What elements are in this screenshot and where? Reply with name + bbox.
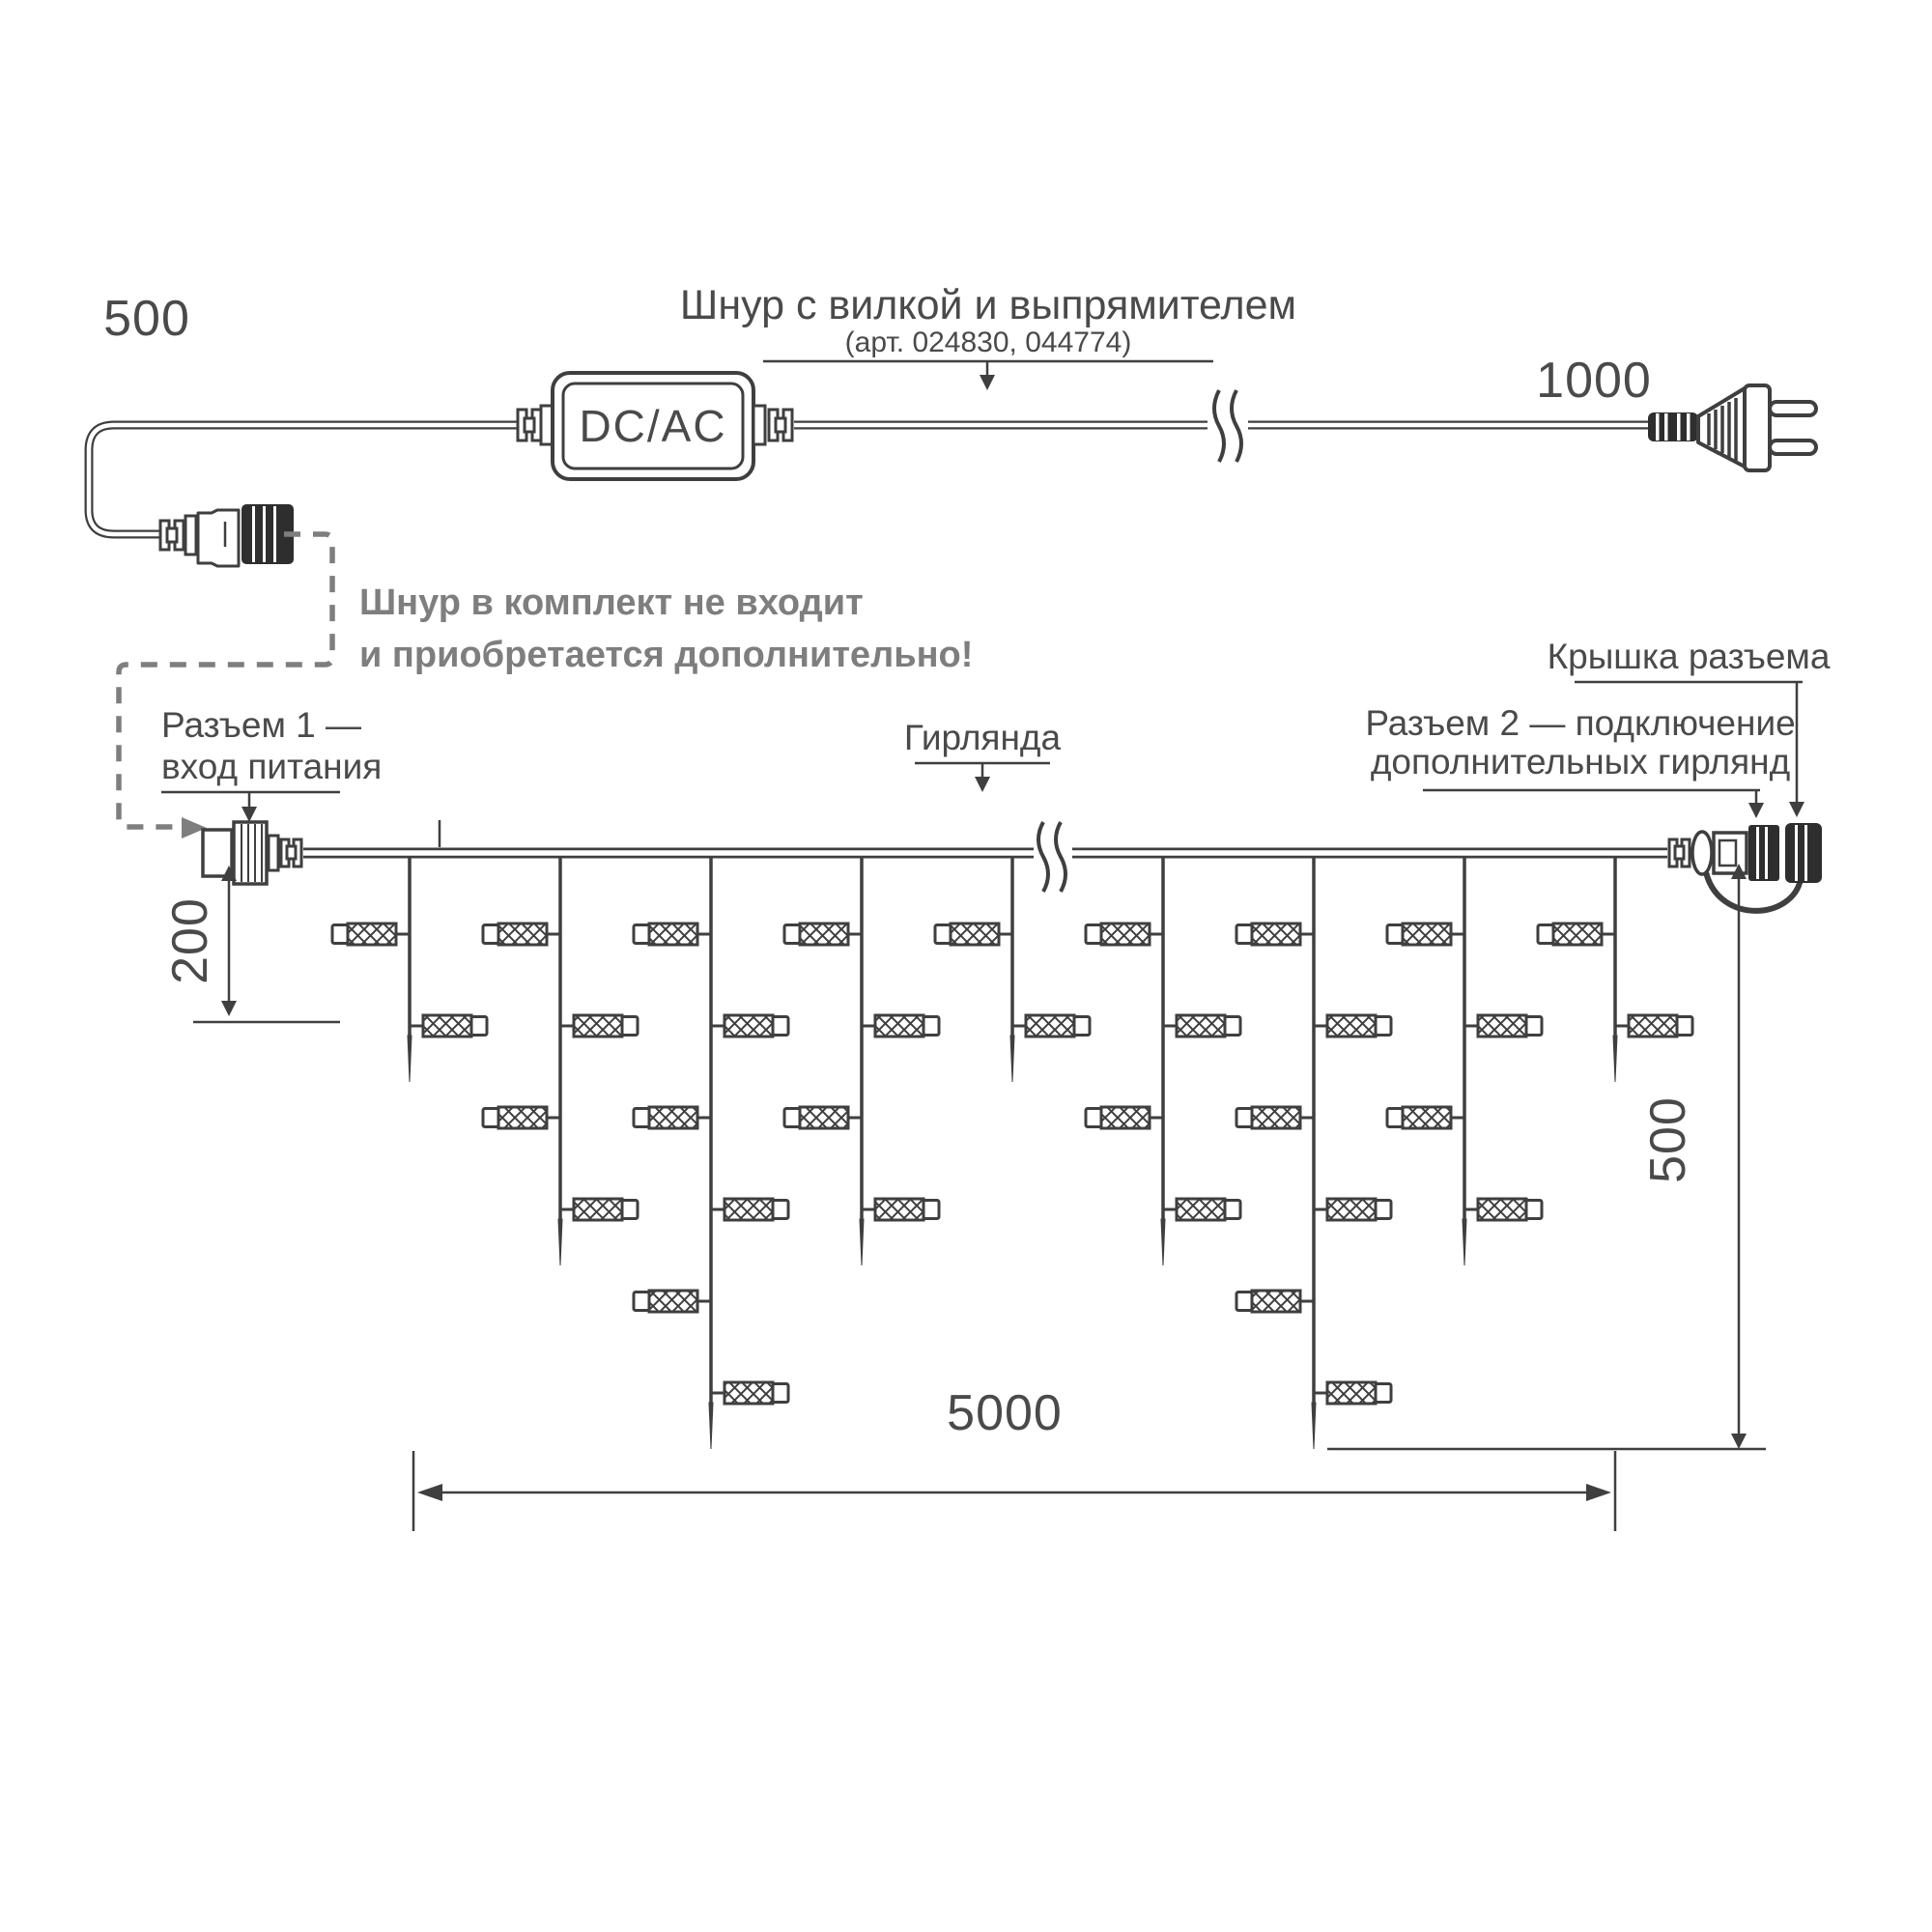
cord-left: [89, 425, 519, 534]
lamp-icon: [862, 1199, 939, 1220]
icicle-drop: [1236, 858, 1391, 1449]
drop-tip: [1613, 1036, 1617, 1082]
lamp-icon: [711, 1382, 788, 1404]
lamp-icon: [1163, 1199, 1240, 1220]
icicle-drop: [634, 858, 788, 1449]
lamp-icon: [1086, 923, 1163, 945]
lamp-icon: [1314, 1199, 1391, 1220]
lamp-icon: [483, 1107, 560, 1128]
arrow-down-icon: [1789, 802, 1804, 817]
lamp-icon: [1615, 1015, 1692, 1037]
cord-coupling-icon: [753, 406, 792, 444]
lamp-icon: [1464, 1015, 1542, 1037]
garland-input-connector: [203, 822, 301, 884]
dim-drop-step: 200: [162, 897, 218, 984]
dimension-200: [162, 866, 340, 1022]
connector-cap: [1785, 823, 1822, 883]
drop-tip: [558, 1219, 562, 1265]
cord-right: [794, 390, 1650, 462]
arrow-down-icon: [975, 777, 990, 792]
lamp-icon: [483, 923, 560, 945]
cap-label: Крышка разъема: [1547, 637, 1831, 676]
dim-cord-left: 500: [103, 291, 190, 347]
icicle-drop: [483, 858, 638, 1265]
drop-tip: [1463, 1219, 1466, 1265]
lamp-icon: [862, 1015, 939, 1037]
arrow-down-icon: [221, 1001, 237, 1016]
lamp-icon: [1387, 923, 1464, 945]
cord-end-connector: [160, 504, 294, 566]
lamp-icon: [560, 1199, 638, 1220]
note-line1: Шнур в комплект не входит: [359, 582, 864, 623]
garland: [203, 820, 1822, 1449]
lamp-icon: [634, 923, 711, 945]
lamp-icon: [784, 1107, 862, 1128]
drop-tip: [1161, 1219, 1165, 1265]
lamp-icon: [410, 1015, 487, 1037]
lamp-icon: [711, 1199, 788, 1220]
lamp-icon: [784, 923, 862, 945]
connector2-label-line1: Разъем 2 — подключение: [1365, 703, 1796, 743]
cord-coupling-icon: [518, 406, 553, 444]
lamp-icon: [1314, 1015, 1391, 1037]
lamp-icon: [560, 1015, 638, 1037]
lamp-icon: [1012, 1015, 1090, 1037]
icicle-drop: [784, 858, 939, 1265]
connector2-label-line2: дополнительных гирлянд: [1370, 742, 1791, 781]
arrow-left-icon: [417, 1484, 442, 1501]
icicle-drop: [1387, 858, 1542, 1265]
icicle-drop: [1086, 858, 1240, 1265]
lamp-icon: [1236, 923, 1314, 945]
lamp-icon: [935, 923, 1012, 945]
garland-wire: [303, 820, 1667, 892]
drop-tip: [1312, 1403, 1316, 1449]
arrow-down-icon: [1731, 1434, 1747, 1449]
lamp-icon: [1086, 1107, 1163, 1128]
lamp-icon: [711, 1015, 788, 1037]
lamp-icon: [1163, 1015, 1240, 1037]
dimension-500: [1327, 864, 1766, 1449]
cord-title-callout: [680, 282, 1296, 390]
connector1-label-line1: Разъем 1 —: [161, 705, 362, 745]
drop-tip: [860, 1219, 864, 1265]
note-line2: и приобретается дополнительно!: [359, 635, 974, 675]
arrow-right-icon: [1586, 1484, 1611, 1501]
lamp-icon: [634, 1291, 711, 1312]
arrow-down-icon: [242, 807, 257, 822]
icicle-drop: [1538, 858, 1692, 1082]
dim-drop-height: 500: [1640, 1096, 1696, 1183]
lamp-icon: [1387, 1107, 1464, 1128]
arrow-down-icon: [1748, 803, 1764, 818]
lamp-icon: [1236, 1107, 1314, 1128]
lamp-icon: [1314, 1382, 1391, 1404]
arrow-down-icon: [980, 375, 995, 390]
cord-title: Шнур с вилкой и выпрямителем: [679, 282, 1297, 328]
connector1-label-line2: вход питания: [161, 747, 383, 786]
dim-garland-length: 5000: [947, 1385, 1063, 1441]
lamp-icon: [1236, 1291, 1314, 1312]
icicle-drop: [332, 858, 487, 1082]
garland-drops: [332, 858, 1692, 1449]
garland-output-connector: [1669, 823, 1822, 911]
drop-tip: [1010, 1036, 1014, 1082]
icicle-drop: [935, 858, 1090, 1082]
dim-cord-right: 1000: [1536, 353, 1652, 409]
dcac-converter-box: [553, 373, 753, 479]
lamp-icon: [1538, 923, 1615, 945]
drop-tip: [408, 1036, 412, 1082]
dimension-5000: [413, 1385, 1615, 1531]
cord-subtitle: (арт. 024830, 044774): [844, 327, 1132, 358]
drop-tip: [709, 1403, 713, 1449]
lamp-icon: [634, 1107, 711, 1128]
lamp-icon: [1464, 1199, 1542, 1220]
lamp-icon: [332, 923, 410, 945]
connector2-body: [1748, 825, 1779, 881]
power-plug-icon: [1648, 385, 1816, 470]
dcac-label: DC/AC: [579, 401, 727, 451]
garland-label: Гирлянда: [903, 718, 1062, 757]
